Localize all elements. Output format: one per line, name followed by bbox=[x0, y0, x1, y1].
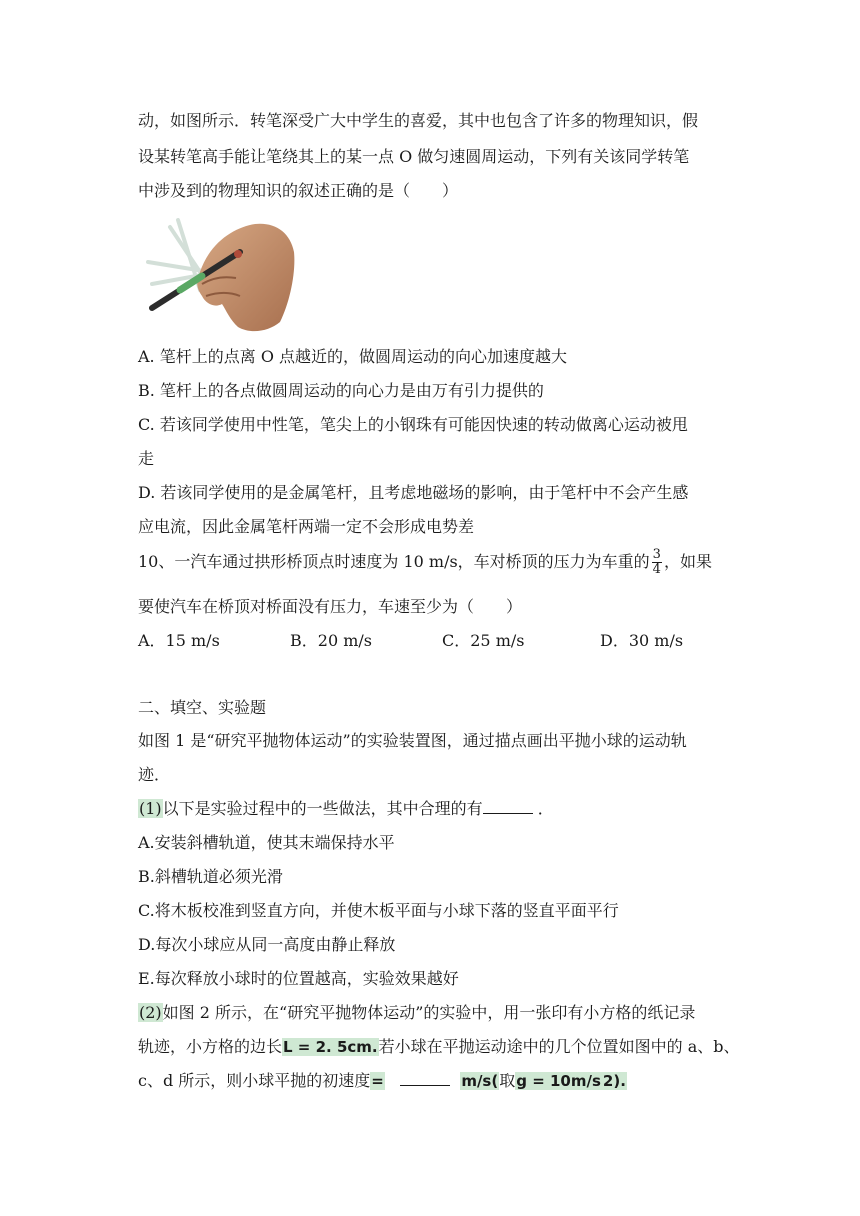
q9-option-c-line-1: C. 若该同学使用中性笔，笔尖上的小钢珠有可能因快速的转动做离心运动被甩 bbox=[138, 415, 688, 434]
fraction bbox=[652, 548, 662, 577]
part-1-option-b: B.斜槽轨道必须光滑 bbox=[138, 867, 283, 886]
q9-stem-line-2: 设某转笔高手能让笔绕其上的某一点 O 做匀速圆周运动，下列有关该同学转笔 bbox=[138, 147, 690, 166]
take-word: 取 bbox=[499, 1071, 516, 1090]
section-heading: 二、填空、实验题 bbox=[138, 698, 267, 717]
q10-option-d: D．30 m/s bbox=[600, 631, 684, 650]
part-2-line-2 bbox=[138, 1036, 739, 1058]
part-1-option-e: E.每次释放小球时的位置越高，实验效果越好 bbox=[138, 969, 459, 988]
q10-stem-line-2: 要使汽车在桥顶对桥面没有压力，车速至少为（ ） bbox=[138, 597, 523, 616]
answer-blank-1[interactable] bbox=[483, 799, 533, 814]
part-2-line-3 bbox=[138, 1070, 627, 1092]
part-1-question bbox=[138, 798, 554, 820]
part-1-label: (1) bbox=[139, 799, 162, 818]
pen-spinning-photo bbox=[140, 212, 296, 336]
q10-stem-tail: ，如果 bbox=[663, 552, 712, 571]
part-2-label: (2) bbox=[139, 1003, 162, 1022]
q9-stem-line-3: 中涉及到的物理知识的叙述正确的是（ ） bbox=[138, 181, 459, 200]
fraction-denominator: 4 bbox=[652, 562, 661, 577]
part-1-text: 以下是实验过程中的一些做法，其中合理的有 bbox=[162, 799, 483, 818]
q10-option-c: C．25 m/s bbox=[442, 631, 525, 650]
part-2-line-1 bbox=[138, 1002, 695, 1024]
part-2-text-2b: 若小球在平抛运动途中的几个位置如图中的 a、b、 bbox=[378, 1037, 740, 1056]
part-1-tail: ． bbox=[532, 799, 554, 818]
q9-stem-line-1: 动，如图所示．转笔深受广大中学生的喜爱，其中也包含了许多的物理知识，假 bbox=[138, 111, 699, 130]
q9-option-d-line-2: 应电流，因此金属笔杆两端一定不会形成电势差 bbox=[138, 517, 475, 536]
part-2-text-1: 如图 2 所示，在“研究平抛物体运动”的实验中，用一张印有小方格的纸记录 bbox=[162, 1003, 696, 1022]
gravity-formula-tail: 2). bbox=[602, 1072, 626, 1090]
q10-option-b: B．20 m/s bbox=[290, 631, 372, 650]
q9-option-b: B. 笔杆上的各点做圆周运动的向心力是由万有引力提供的 bbox=[138, 381, 544, 400]
q10-stem-line-1 bbox=[138, 548, 712, 577]
length-formula: L = 2. 5cm. bbox=[283, 1038, 378, 1056]
q9-option-d-line-1: D. 若该同学使用的是金属笔杆，且考虑地磁场的影响，由于笔杆中不会产生感 bbox=[138, 483, 689, 502]
part-1-option-d: D.每次小球应从同一高度由静止释放 bbox=[138, 935, 396, 954]
q10-option-a: A．15 m/s bbox=[138, 631, 220, 650]
experiment-intro-line-2: 迹． bbox=[138, 765, 171, 784]
q9-option-c-line-2: 走 bbox=[138, 449, 155, 468]
equals-sign: = bbox=[371, 1072, 384, 1090]
part-1-option-a: A.安装斜槽轨道，使其末端保持水平 bbox=[138, 833, 395, 852]
experiment-intro-line-1: 如图 1 是“研究平抛物体运动”的实验装置图，通过描点画出平抛小球的运动轨 bbox=[138, 731, 687, 750]
answer-blank-2[interactable] bbox=[400, 1071, 450, 1086]
part-2-text-2a: 轨迹，小方格的边长 bbox=[138, 1037, 283, 1056]
part-2-text-3a: c、d 所示，则小球平抛的初速度 bbox=[138, 1071, 371, 1090]
velocity-unit: m/s( bbox=[461, 1072, 499, 1090]
q10-stem-text: 10、一汽车通过拱形桥顶点时速度为 10 m/s，车对桥顶的压力为车重的 bbox=[138, 552, 650, 571]
q9-option-a: A. 笔杆上的点离 O 点越近的，做圆周运动的向心加速度越大 bbox=[138, 347, 568, 366]
fraction-numerator: 3 bbox=[652, 547, 661, 562]
gravity-formula: g = 10m/s bbox=[516, 1072, 601, 1090]
part-1-option-c: C.将木板校准到竖直方向，并使木板平面与小球下落的竖直平面平行 bbox=[138, 901, 619, 920]
